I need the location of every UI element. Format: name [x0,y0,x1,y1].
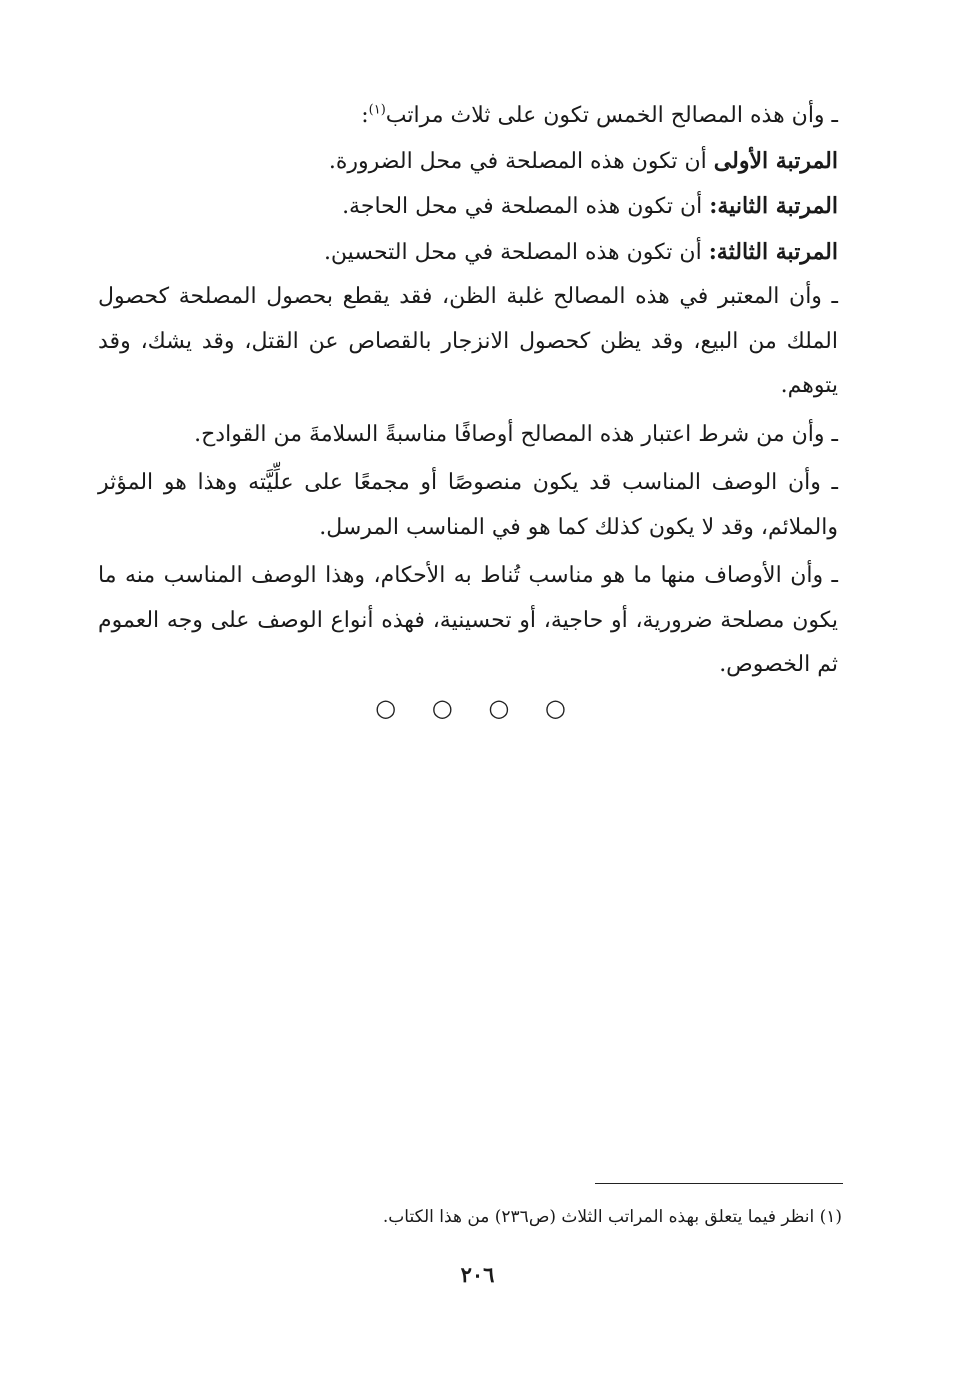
page-number: ٢٠٦ [460,1262,495,1287]
paragraph-probability: ـ وأن المعتبر في هذه المصالح غلبة الظن، فقد يقطع بحصول المصلحة كحصول الملك من البيع، وقد يظن كحصول الانزجار بالقصاص عن القتل، وقد يشك، وقد يتوهم. [98,284,838,398]
rank-1-label: المرتبة الأولى [713,147,838,174]
rank-1 [98,139,838,185]
footnote-reference[interactable]: (١) [368,102,386,118]
footnote: (١) انظر فيما يتعلق بهذه المراتب الثلاث (ص٢٣٦) من هذا الكتاب. [382,1207,842,1227]
rank-3-text: أن تكون هذه المصلحة في محل التحسين. [323,239,709,265]
rank-2-text: أن تكون هذه المصلحة في محل الحاجة. [342,194,710,219]
paragraph-ranks-intro [98,94,838,139]
rank-2-label: المرتبة الثانية: [709,193,838,219]
rank-3-label: المرتبة الثالثة: [708,238,838,265]
paragraph-suitable-description: ـ وأن الوصف المناسب قد يكون منصوصًا أو مجمعًا على علِّيَّته وهذا هو المؤثر والملائم، وقد لا يكون كذلك كما هو في المناسب المرسل. [98,470,838,540]
punctuation: : [361,103,369,128]
rank-3 [98,230,838,276]
paragraph-description-types: ـ وأن الأوصاف منها ما هو مناسب تُناط به الأحكام، وهذا الوصف المناسب منه ما يكون مصلحة ضرورية، أو حاجية، أو تحسينية، فهذه أنواع الوصف على وجه العموم ثم الخصوص. [98,563,838,677]
paragraph-text: ـ وأن هذه المصالح الخمس تكون على ثلاث مراتب [385,103,838,128]
rank-2 [98,184,838,230]
section-separator-circles: ○ ○ ○ ○ [375,694,580,722]
paragraph-conditions: ـ وأن من شرط اعتبار هذه المصالح أوصافًا مناسبةً السلامةَ من القوادح. [194,421,838,447]
main-text [98,94,838,692]
footnote-divider [595,1183,843,1184]
rank-1-text: أن تكون هذه المصلحة في محل الضرورة. [328,148,714,174]
